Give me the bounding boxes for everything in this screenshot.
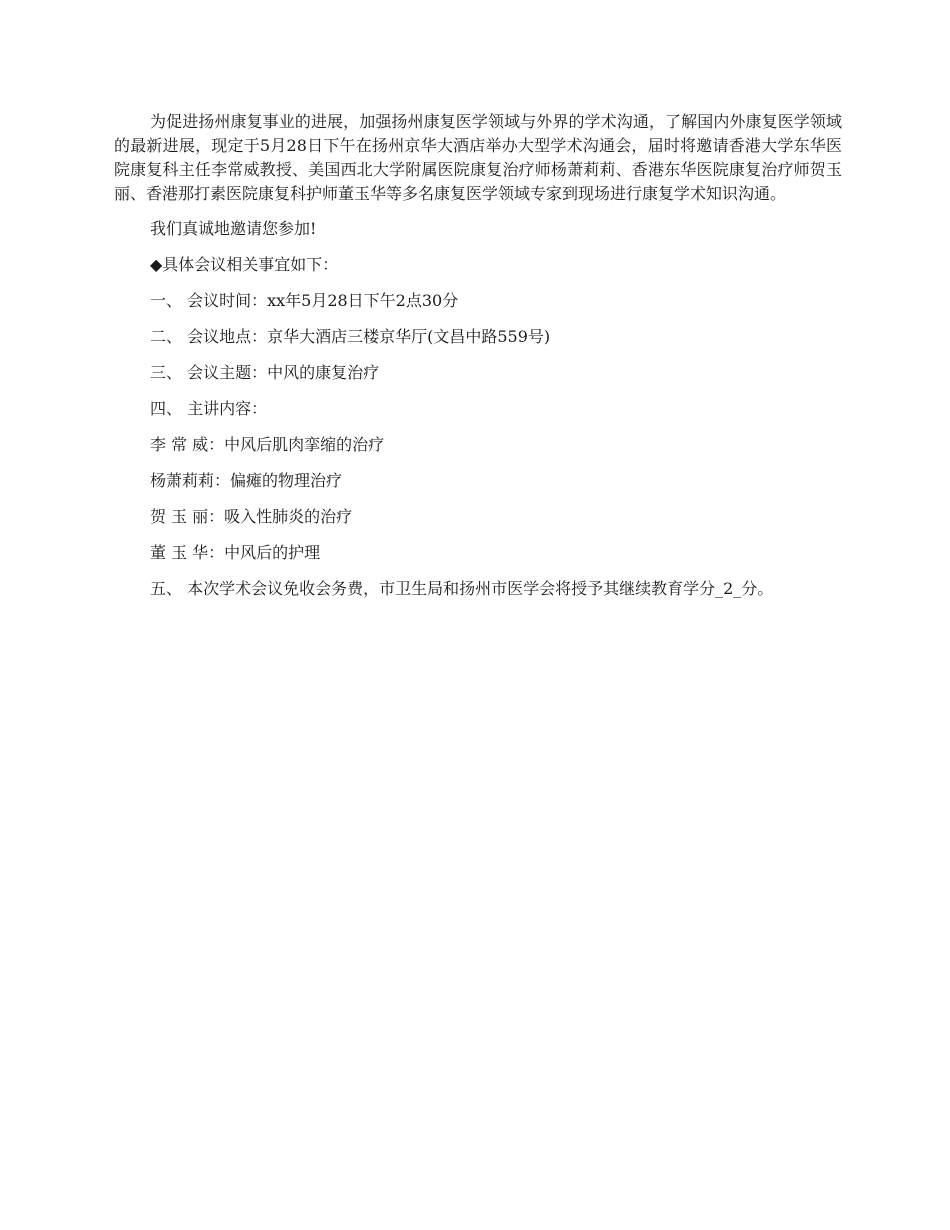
intro-paragraph: 为促进扬州康复事业的进展，加强扬州康复医学领域与外界的学术沟通，了解国内外康复医学领域的最新进展，现定于5月28日下午在扬州京华大酒店举办大型学术沟通会，届时将邀请香港大学东华医院康复科主任李常威教授、美国西北大学附属医院康复治疗师杨萧莉莉、香港东华医院康复治疗师贺玉丽、香港那打素医院康复科护师董玉华等多名康复医学领域专家到现场进行康复学术知识沟通。 xyxy=(114,112,842,203)
item-time: 一、 会议时间：xx年5月28日下午2点30分 xyxy=(150,291,459,310)
speaker-dong: 董 玉 华：中风后的护理 xyxy=(150,543,321,562)
item-fee-credit: 五、 本次学术会议免收会务费，市卫生局和扬州市医学会将授予其继续教育学分_2_分。 xyxy=(150,579,774,598)
item-theme: 三、 会议主题：中风的康复治疗 xyxy=(150,363,380,382)
invitation-line: 我们真诚地邀请您参加! xyxy=(150,219,317,238)
details-heading: ◆具体会议相关事宜如下： xyxy=(150,255,339,274)
speaker-he: 贺 玉 丽：吸入性肺炎的治疗 xyxy=(150,507,353,526)
item-content-heading: 四、 主讲内容： xyxy=(150,399,268,418)
document-body xyxy=(114,110,842,601)
item-location: 二、 会议地点：京华大酒店三楼京华厅(文昌中路559号) xyxy=(150,327,551,346)
speaker-yang: 杨萧莉莉：偏瘫的物理治疗 xyxy=(150,471,343,490)
speaker-li: 李 常 威：中风后肌肉挛缩的治疗 xyxy=(150,435,385,454)
